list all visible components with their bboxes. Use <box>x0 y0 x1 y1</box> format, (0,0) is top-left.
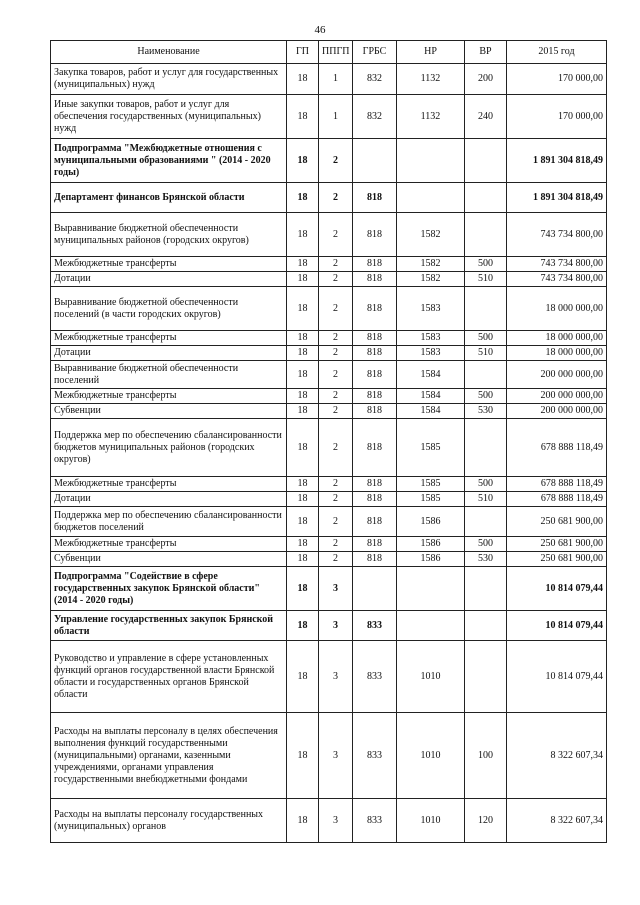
cell-vr <box>465 507 507 537</box>
cell-name: Выравнивание бюджетной обеспеченности муниципальных районов (городских округов) <box>51 213 287 257</box>
cell-gp: 18 <box>287 139 319 183</box>
cell-gp: 18 <box>287 404 319 419</box>
cell-vr: 100 <box>465 713 507 799</box>
cell-grbs: 818 <box>353 507 397 537</box>
cell-grbs: 818 <box>353 389 397 404</box>
cell-amount: 8 322 607,34 <box>507 713 607 799</box>
cell-grbs: 818 <box>353 272 397 287</box>
cell-vr <box>465 213 507 257</box>
cell-grbs: 818 <box>353 537 397 552</box>
cell-amount: 200 000 000,00 <box>507 404 607 419</box>
cell-vr <box>465 287 507 331</box>
header-gp: ГП <box>287 41 319 64</box>
cell-nr: 1586 <box>397 537 465 552</box>
header-nr: НР <box>397 41 465 64</box>
cell-gp: 18 <box>287 477 319 492</box>
cell-grbs: 833 <box>353 799 397 843</box>
cell-vr: 530 <box>465 552 507 567</box>
cell-amount: 678 888 118,49 <box>507 492 607 507</box>
cell-grbs: 832 <box>353 95 397 139</box>
cell-grbs: 832 <box>353 64 397 95</box>
cell-vr <box>465 419 507 477</box>
cell-amount: 250 681 900,00 <box>507 507 607 537</box>
cell-nr <box>397 611 465 641</box>
cell-name: Поддержка мер по обеспечению сбалансированности бюджетов муниципальных районов (городских округов) <box>51 419 287 477</box>
cell-amount: 743 734 800,00 <box>507 257 607 272</box>
table-row <box>51 361 607 389</box>
cell-amount: 1 891 304 818,49 <box>507 139 607 183</box>
cell-ppgp: 2 <box>319 361 353 389</box>
table-row <box>51 95 607 139</box>
cell-gp: 18 <box>287 492 319 507</box>
cell-gp: 18 <box>287 183 319 213</box>
cell-name: Поддержка мер по обеспечению сбалансированности бюджетов поселений <box>51 507 287 537</box>
cell-grbs: 818 <box>353 492 397 507</box>
cell-amount: 170 000,00 <box>507 64 607 95</box>
cell-amount: 200 000 000,00 <box>507 389 607 404</box>
cell-vr: 500 <box>465 331 507 346</box>
cell-name: Расходы на выплаты персоналу государственных (муниципальных) органов <box>51 799 287 843</box>
cell-grbs: 818 <box>353 257 397 272</box>
cell-ppgp: 1 <box>319 64 353 95</box>
cell-grbs: 833 <box>353 713 397 799</box>
cell-gp: 18 <box>287 507 319 537</box>
cell-ppgp: 2 <box>319 257 353 272</box>
cell-nr <box>397 139 465 183</box>
table-row <box>51 507 607 537</box>
cell-ppgp: 2 <box>319 419 353 477</box>
cell-nr: 1010 <box>397 641 465 713</box>
cell-vr <box>465 361 507 389</box>
cell-amount: 1 891 304 818,49 <box>507 183 607 213</box>
cell-vr <box>465 139 507 183</box>
cell-gp: 18 <box>287 537 319 552</box>
cell-name: Дотации <box>51 492 287 507</box>
cell-amount: 18 000 000,00 <box>507 331 607 346</box>
cell-ppgp: 2 <box>319 477 353 492</box>
cell-nr: 1582 <box>397 213 465 257</box>
budget-table <box>50 40 607 843</box>
table-row <box>51 213 607 257</box>
cell-gp: 18 <box>287 95 319 139</box>
cell-gp: 18 <box>287 272 319 287</box>
cell-amount: 170 000,00 <box>507 95 607 139</box>
table-row <box>51 272 607 287</box>
cell-ppgp: 2 <box>319 272 353 287</box>
table-row <box>51 641 607 713</box>
cell-vr: 510 <box>465 492 507 507</box>
cell-nr <box>397 183 465 213</box>
cell-name: Выравнивание бюджетной обеспеченности поселений (в части городских округов) <box>51 287 287 331</box>
cell-nr: 1585 <box>397 492 465 507</box>
cell-nr: 1584 <box>397 389 465 404</box>
table-row <box>51 389 607 404</box>
table-row <box>51 331 607 346</box>
cell-amount: 743 734 800,00 <box>507 272 607 287</box>
cell-ppgp: 2 <box>319 287 353 331</box>
cell-ppgp: 2 <box>319 389 353 404</box>
cell-vr <box>465 183 507 213</box>
cell-name: Закупка товаров, работ и услуг для государственных (муниципальных) нужд <box>51 64 287 95</box>
cell-name: Субвенции <box>51 552 287 567</box>
page-number: 46 <box>314 24 326 36</box>
cell-amount: 678 888 118,49 <box>507 477 607 492</box>
header-year: 2015 год <box>507 41 607 64</box>
cell-ppgp: 3 <box>319 611 353 641</box>
cell-nr: 1010 <box>397 713 465 799</box>
cell-amount: 743 734 800,00 <box>507 213 607 257</box>
cell-vr: 510 <box>465 272 507 287</box>
cell-grbs: 818 <box>353 477 397 492</box>
cell-amount: 18 000 000,00 <box>507 287 607 331</box>
cell-vr: 120 <box>465 799 507 843</box>
table-row <box>51 552 607 567</box>
table-row <box>51 537 607 552</box>
cell-name: Подпрограмма "Межбюджетные отношения с муниципальными образованиями " (2014 - 2020 годы) <box>51 139 287 183</box>
cell-gp: 18 <box>287 419 319 477</box>
cell-amount: 250 681 900,00 <box>507 537 607 552</box>
cell-name: Межбюджетные трансферты <box>51 331 287 346</box>
cell-nr: 1586 <box>397 552 465 567</box>
cell-amount: 18 000 000,00 <box>507 346 607 361</box>
cell-name: Дотации <box>51 346 287 361</box>
table-row <box>51 139 607 183</box>
cell-gp: 18 <box>287 287 319 331</box>
cell-nr <box>397 567 465 611</box>
cell-name: Расходы на выплаты персоналу в целях обеспечения выполнения функций государственными (муниципальными) органами, казенными учреждениями, органами управления государственными внебюджетными фондами <box>51 713 287 799</box>
cell-nr: 1010 <box>397 799 465 843</box>
cell-grbs: 818 <box>353 552 397 567</box>
cell-nr: 1584 <box>397 361 465 389</box>
cell-vr: 500 <box>465 477 507 492</box>
cell-grbs: 833 <box>353 641 397 713</box>
cell-ppgp: 2 <box>319 492 353 507</box>
cell-gp: 18 <box>287 799 319 843</box>
cell-nr: 1584 <box>397 404 465 419</box>
cell-nr: 1582 <box>397 272 465 287</box>
cell-gp: 18 <box>287 713 319 799</box>
cell-grbs: 818 <box>353 361 397 389</box>
cell-grbs: 818 <box>353 331 397 346</box>
table-header-row <box>51 41 607 64</box>
cell-vr: 200 <box>465 64 507 95</box>
cell-vr: 510 <box>465 346 507 361</box>
cell-nr: 1583 <box>397 287 465 331</box>
cell-amount: 250 681 900,00 <box>507 552 607 567</box>
table-row <box>51 183 607 213</box>
table-row <box>51 257 607 272</box>
cell-name: Подпрограмма "Содействие в сфере государственных закупок Брянской области" (2014 - 2020 годы) <box>51 567 287 611</box>
cell-ppgp: 3 <box>319 567 353 611</box>
cell-amount: 678 888 118,49 <box>507 419 607 477</box>
table-row <box>51 64 607 95</box>
cell-ppgp: 2 <box>319 139 353 183</box>
cell-ppgp: 2 <box>319 331 353 346</box>
table-row <box>51 287 607 331</box>
cell-gp: 18 <box>287 64 319 95</box>
table-row <box>51 419 607 477</box>
cell-gp: 18 <box>287 567 319 611</box>
table-row <box>51 611 607 641</box>
table-row <box>51 404 607 419</box>
cell-ppgp: 3 <box>319 713 353 799</box>
cell-nr: 1585 <box>397 477 465 492</box>
cell-grbs <box>353 139 397 183</box>
cell-amount: 10 814 079,44 <box>507 611 607 641</box>
header-name: Наименование <box>51 41 287 64</box>
cell-vr: 500 <box>465 389 507 404</box>
cell-grbs: 818 <box>353 287 397 331</box>
table-row <box>51 567 607 611</box>
cell-vr <box>465 611 507 641</box>
cell-nr: 1582 <box>397 257 465 272</box>
cell-gp: 18 <box>287 257 319 272</box>
cell-ppgp: 2 <box>319 537 353 552</box>
cell-vr <box>465 641 507 713</box>
cell-gp: 18 <box>287 361 319 389</box>
cell-name: Межбюджетные трансферты <box>51 477 287 492</box>
header-ppgp: ППГП <box>319 41 353 64</box>
cell-grbs: 818 <box>353 213 397 257</box>
cell-amount: 200 000 000,00 <box>507 361 607 389</box>
cell-ppgp: 1 <box>319 95 353 139</box>
table-row <box>51 346 607 361</box>
cell-name: Департамент финансов Брянской области <box>51 183 287 213</box>
cell-gp: 18 <box>287 552 319 567</box>
cell-ppgp: 2 <box>319 346 353 361</box>
header-grbs: ГРБС <box>353 41 397 64</box>
cell-ppgp: 2 <box>319 183 353 213</box>
cell-nr: 1586 <box>397 507 465 537</box>
cell-nr: 1132 <box>397 95 465 139</box>
header-vr: ВР <box>465 41 507 64</box>
cell-amount: 10 814 079,44 <box>507 641 607 713</box>
cell-name: Субвенции <box>51 404 287 419</box>
cell-name: Межбюджетные трансферты <box>51 257 287 272</box>
table-row <box>51 713 607 799</box>
table-row <box>51 492 607 507</box>
cell-ppgp: 2 <box>319 507 353 537</box>
cell-gp: 18 <box>287 213 319 257</box>
table-row <box>51 799 607 843</box>
cell-amount: 10 814 079,44 <box>507 567 607 611</box>
cell-ppgp: 2 <box>319 404 353 419</box>
cell-grbs: 818 <box>353 183 397 213</box>
cell-nr: 1132 <box>397 64 465 95</box>
cell-gp: 18 <box>287 346 319 361</box>
cell-name: Дотации <box>51 272 287 287</box>
cell-ppgp: 3 <box>319 641 353 713</box>
cell-nr: 1585 <box>397 419 465 477</box>
cell-gp: 18 <box>287 389 319 404</box>
cell-ppgp: 2 <box>319 213 353 257</box>
cell-vr: 530 <box>465 404 507 419</box>
cell-vr: 500 <box>465 537 507 552</box>
cell-name: Управление государственных закупок Брянской области <box>51 611 287 641</box>
cell-vr <box>465 567 507 611</box>
cell-nr: 1583 <box>397 331 465 346</box>
cell-gp: 18 <box>287 611 319 641</box>
cell-vr: 240 <box>465 95 507 139</box>
cell-name: Иные закупки товаров, работ и услуг для обеспечения государственных (муниципальных) нужд <box>51 95 287 139</box>
cell-grbs: 818 <box>353 346 397 361</box>
cell-grbs <box>353 567 397 611</box>
cell-ppgp: 2 <box>319 552 353 567</box>
cell-grbs: 818 <box>353 404 397 419</box>
cell-name: Выравнивание бюджетной обеспеченности поселений <box>51 361 287 389</box>
cell-name: Межбюджетные трансферты <box>51 389 287 404</box>
cell-ppgp: 3 <box>319 799 353 843</box>
cell-amount: 8 322 607,34 <box>507 799 607 843</box>
cell-gp: 18 <box>287 331 319 346</box>
table-row <box>51 477 607 492</box>
cell-grbs: 833 <box>353 611 397 641</box>
cell-vr: 500 <box>465 257 507 272</box>
cell-nr: 1583 <box>397 346 465 361</box>
cell-name: Руководство и управление в сфере установленных функций органов государственной власти Брянской области и государственных органов Брянской области <box>51 641 287 713</box>
cell-gp: 18 <box>287 641 319 713</box>
cell-name: Межбюджетные трансферты <box>51 537 287 552</box>
cell-grbs: 818 <box>353 419 397 477</box>
